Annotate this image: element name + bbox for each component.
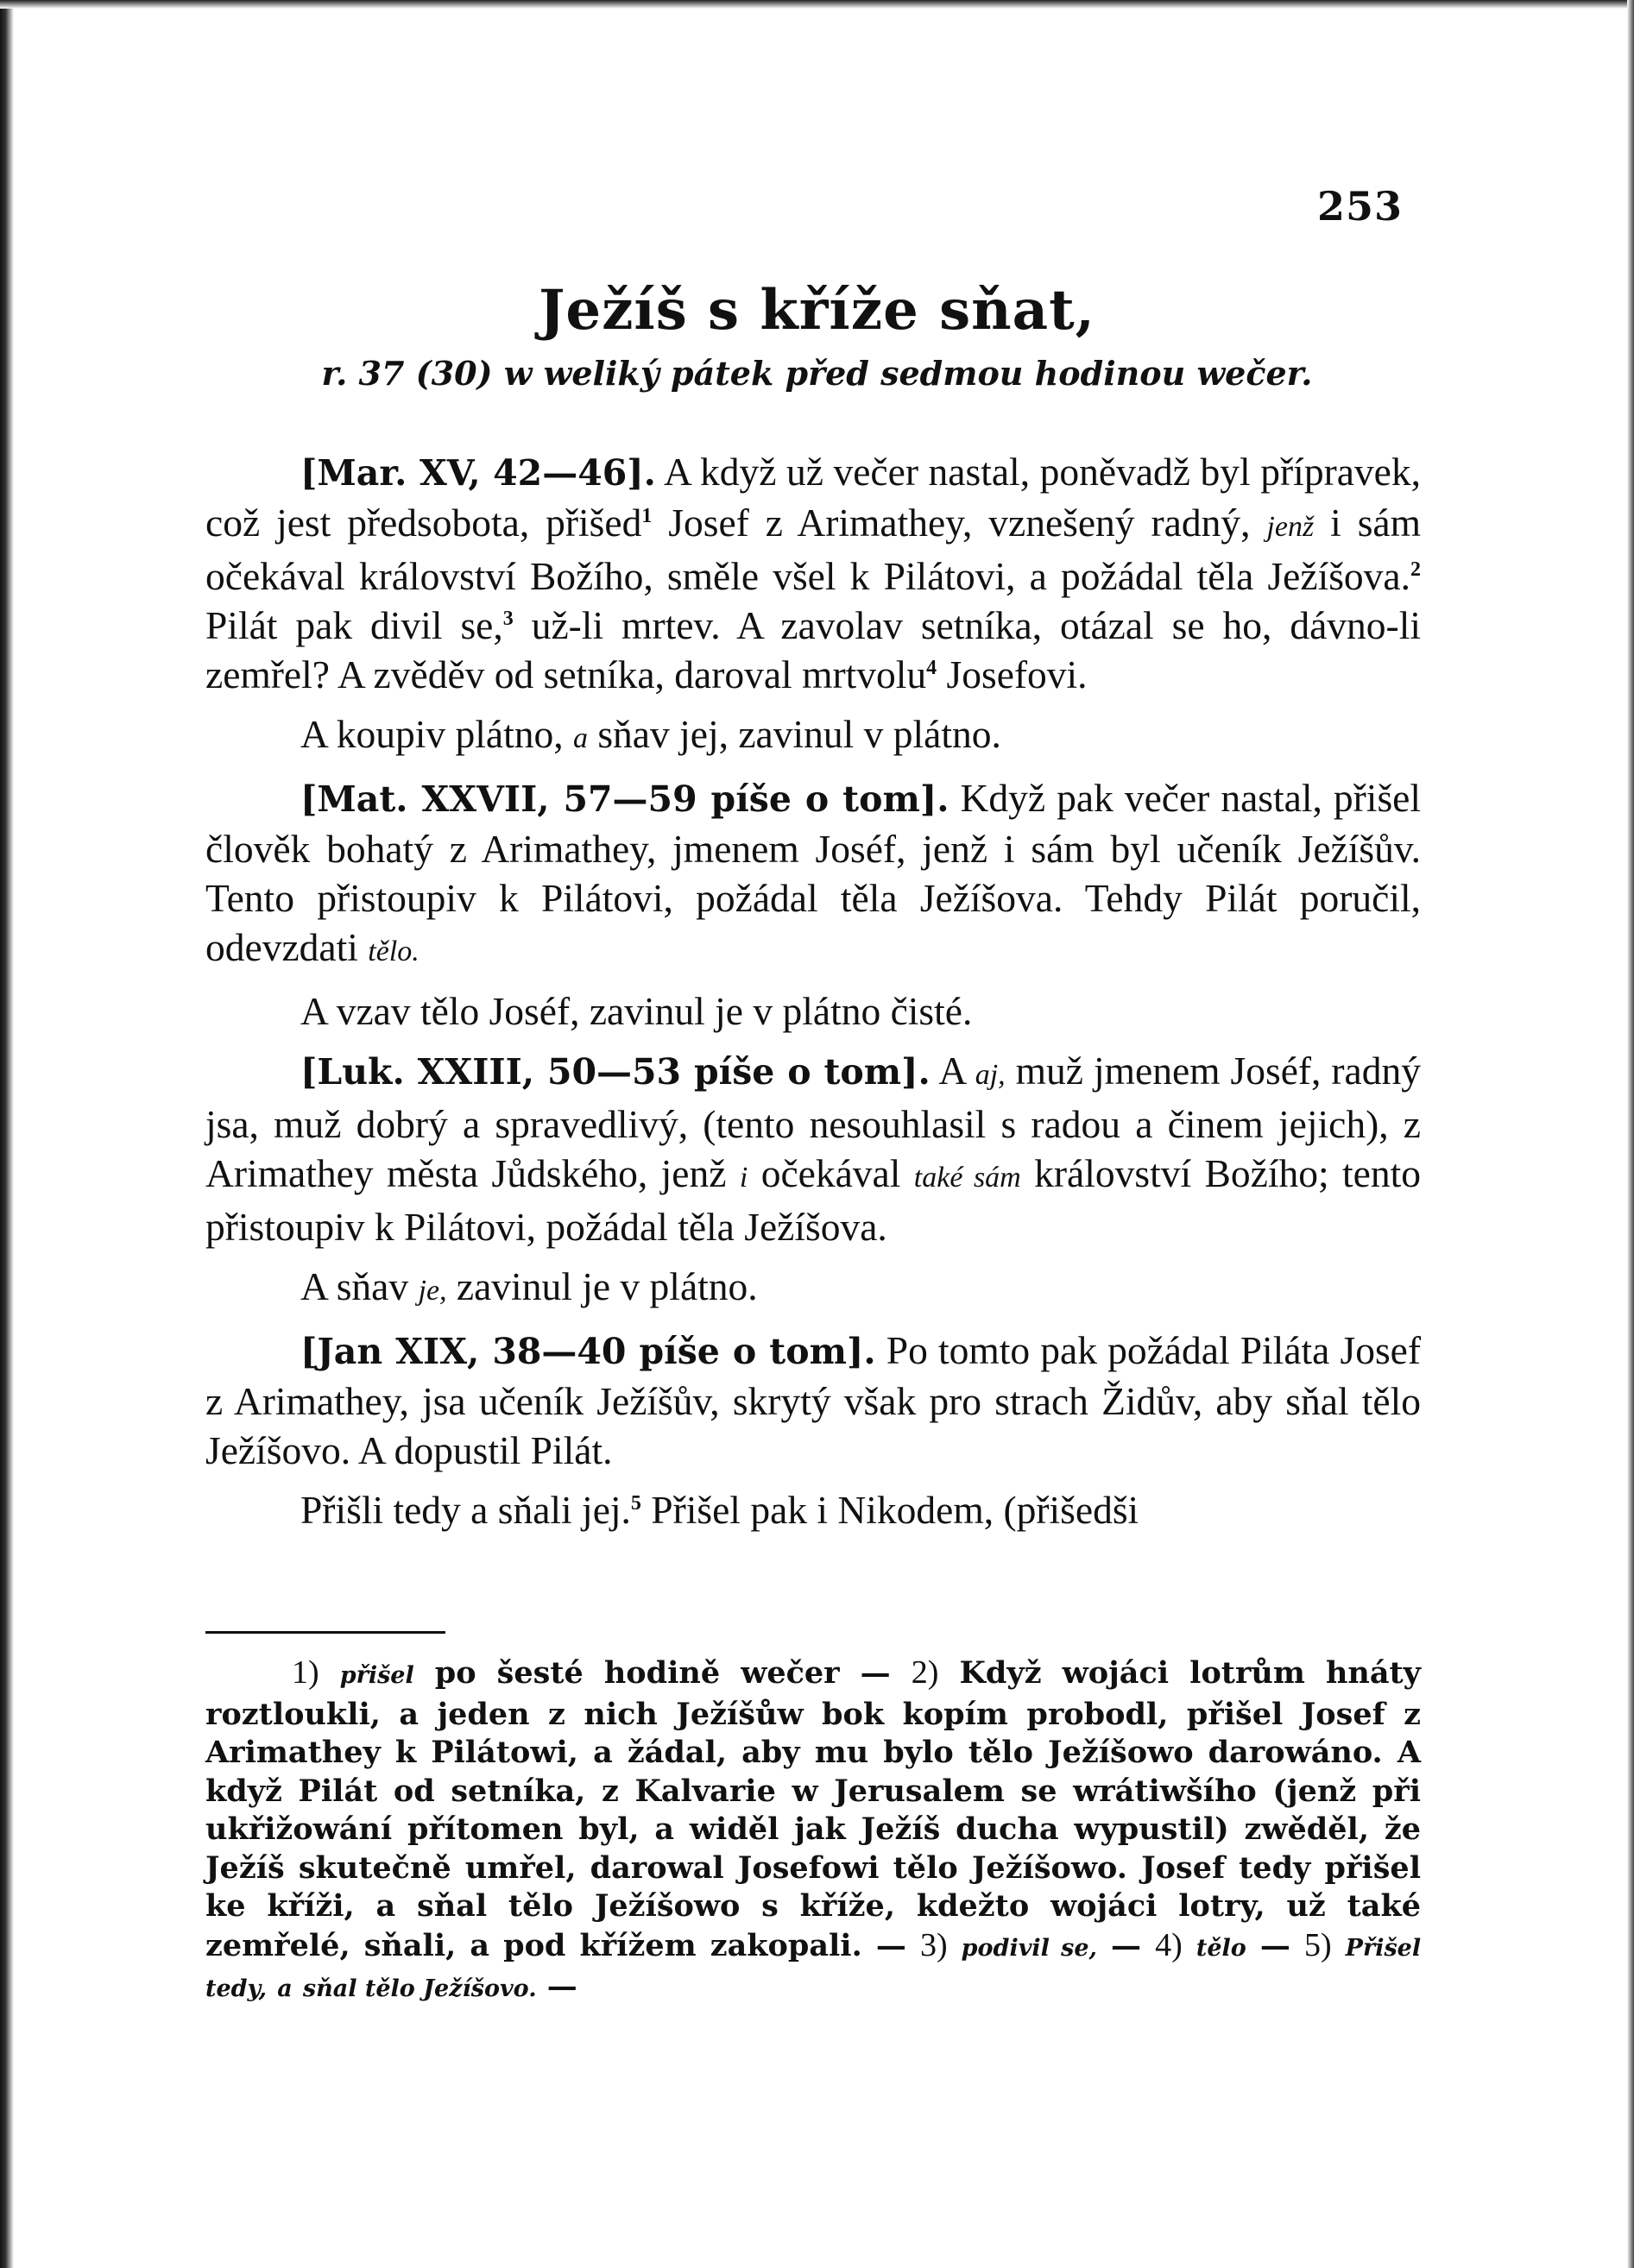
paragraph-luke-cont: A sňav je, zavinul je v plátno. [300,1264,758,1308]
reference-john: [Jan XIX, 38—40 píše o tom]. [300,1331,876,1372]
footnote-marker: 5 [630,1491,641,1515]
reference-mark: [Mar. XV, 42—46]. [300,452,656,494]
main-text [205,447,1421,1545]
footnote-separator [205,1631,445,1634]
chapter-title: Ježíš s kříže sňat, [539,278,1095,343]
reference-matthew: [Mat. XXVII, 57—59 píše o tom]. [300,778,949,820]
footnotes: 1) přišel po šesté hodině wečer — 2) Když wojáci lotrům hnáty roztloukli, a jeden z nich Ježíšůw bok kopím probodl, přišel Josef z Arimathey k Pilátowi, a žádal, aby mu bylo tělo Ježíšowo darowáno. A když Pilát od setníka, z Kalvarie w Jerusalem se wrátiwšího (jenž při ukřižowání přítomen byl, a widěl jak Ježíš ducha wypustil) zwěděl, že Ježíš skutečně umřel, darowal Josefowi tělo Ježíšowo. Josef tedy přišel ke kříži, a sňal tělo Ježíšowo s kříže, kdežto wojáci lotry, už také zemřelé, sňali, a pod křížem zakopali. — 3) podivil se, — 4) tělo — 5) Přišel tedy, a sňal tělo Ježíšovo. — [205,1654,1422,2004]
paragraph-john-cont: Přišli tedy a sňali jej.$^5$ Přišel pak i Nikodem, (přišedši [300,1488,1139,1532]
footnote-marker: 3 [502,607,514,630]
paragraph-matthew: [Mat. XXVII, 57—59 píše o tom]. Když pak večer nastal, přišel člověk bohatý z Arimathey, jmenem Joséf, jenž i sám byl učeník Ježíšův. Tento přistoupiv k Pilátovi, požádal těla Ježíšova. Tehdy Pilát poručil, odevzdati tělo. [205,776,1421,969]
paragraph-mark: [Mar. XV, 42—46]. A když už večer nastal, poněvadž byl přípravek, což jest předsobota, přišed$^1$ Josef z Arimathey, vznešený radný, jenž i sám očekával království Božího, směle všel k Pilátovi, a požádal těla Ježíšova.$^2$ Pilát pak divil se,$^3$ už-li mrtev. A zavolav setníka, otázal se ho, dávno-li zemřel? A zvěděv od setníka, daroval mrtvolu$^4$ Josefovi. [205,450,1421,696]
footnote-marker: 2 [1410,558,1421,581]
paragraph-luke: [Luk. XXIII, 50—53 píše o tom]. A aj, muž jmenem Joséf, radný jsa, muž dobrý a spravedlivý, (tento nesouhlasil s radou a činem jejich), z Arimathey města Jůdského, jenž i očekával také sám království Božího; tento přistoupiv k Pilátovi, požádal těla Ježíšova. [205,1049,1422,1249]
paragraph-john: [Jan XIX, 38—40 píše o tom]. Po tomto pak požádal Piláta Josef z Arimathey, jsa učeník Ježíšův, skrytý však pro strach Židův, aby sňal tělo Ježíšovo. A dopustil Pilát. [205,1328,1421,1472]
paragraph-matthew-cont: A vzav tělo Joséf, zavinul je v plátno čisté. [300,989,973,1033]
chapter-subtitle: r. 37 (30) w weliký pátek před sedmou hodinou wečer. [321,354,1313,393]
footnote-marker: 1 [641,504,653,527]
reference-luke: [Luk. XXIII, 50—53 píše o tom]. [300,1051,931,1093]
paragraph-mark-cont: A koupiv plátno, a sňav jej, zavinul v plátno. [300,712,1001,756]
page-top-edge-shadow [0,0,1634,9]
page-number: 253 [1316,183,1403,230]
footnote-marker: 4 [926,656,937,679]
